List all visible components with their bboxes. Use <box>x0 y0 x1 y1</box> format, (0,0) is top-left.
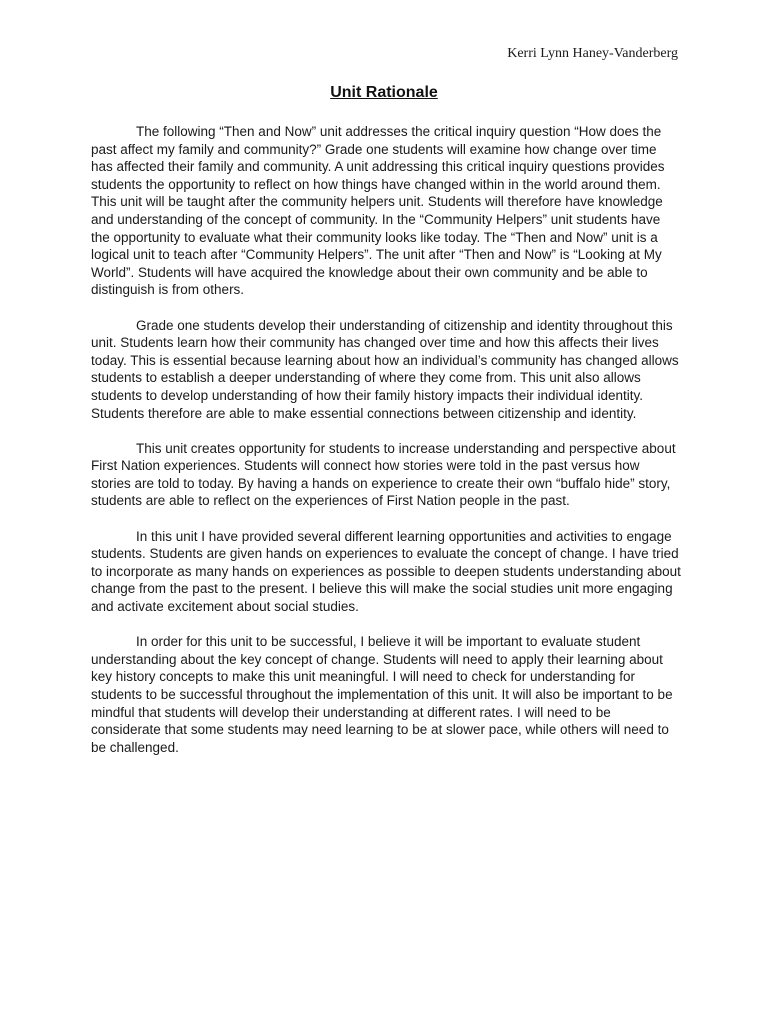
paragraph-activities: In this unit I have provided several different learning opportunities and activities to engage students. Students are given hands on experiences to evaluate the concept of change. I have tried to incorporate as many hands on experiences as possible to deepen students understanding about change from the past to the present. I believe this will make the social studies unit more engaging and activate excitement about social studies. <box>91 528 681 615</box>
author-name: Kerri Lynn Haney-Vanderberg <box>507 46 678 61</box>
paragraph-citizenship: Grade one students develop their understanding of citizenship and identity throughout this unit. Students learn how their community has changed over time and how this affects their lives today. This is essential because learning about how an individual’s community has changed allows students to establish a deeper understanding of where they come from. This unit also allows students to develop understanding of how their family history impacts their individual identity. Students therefore are able to make essential connections between citizenship and identity. <box>91 317 679 421</box>
paragraph-sequence: The following “Then and Now” unit addresses the critical inquiry question “How does the past affect my family and community?” Grade one students will examine how change over time has affected their family and community. A unit addressing this critical inquiry questions provides students the opportunity to reflect on how things have changed within in the world around them. This unit will be taught after the community helpers unit. Students will therefore have knowledge and understanding of the concept of community. In the “Community Helpers” unit students have the opportunity to evaluate what their community looks like today. The “Then and Now” unit is a logical unit to teach after “Community Helpers”. The unit after “Then and Now” is “Looking at My World”. Students will have acquired the knowledge about their own community and be able to distinguish is from others. <box>91 124 665 298</box>
document-title: Unit Rationale <box>330 84 438 101</box>
paragraph-evaluation: In order for this unit to be successful, I believe it will be important to evaluate student understanding about the key concept of change. Students will need to apply their learning about key history concepts to make this unit meaningful. I will need to check for understanding for students to be successful throughout the implementation of this unit. It will also be important to be mindful that students will develop their understanding at different rates. I will need to be considerate that some students may need learning to be at slower pace, while others will need to be challenged. <box>91 634 673 755</box>
paragraph-first-nation: This unit creates opportunity for students to increase understanding and perspective about First Nation experiences. Students will connect how stories were told in the past versus how stories are told to today. By having a hands on experience to create their own “buffalo hide” story, students are able to reflect on the experiences of First Nation people in the past. <box>91 440 676 509</box>
document-body <box>91 123 681 774</box>
